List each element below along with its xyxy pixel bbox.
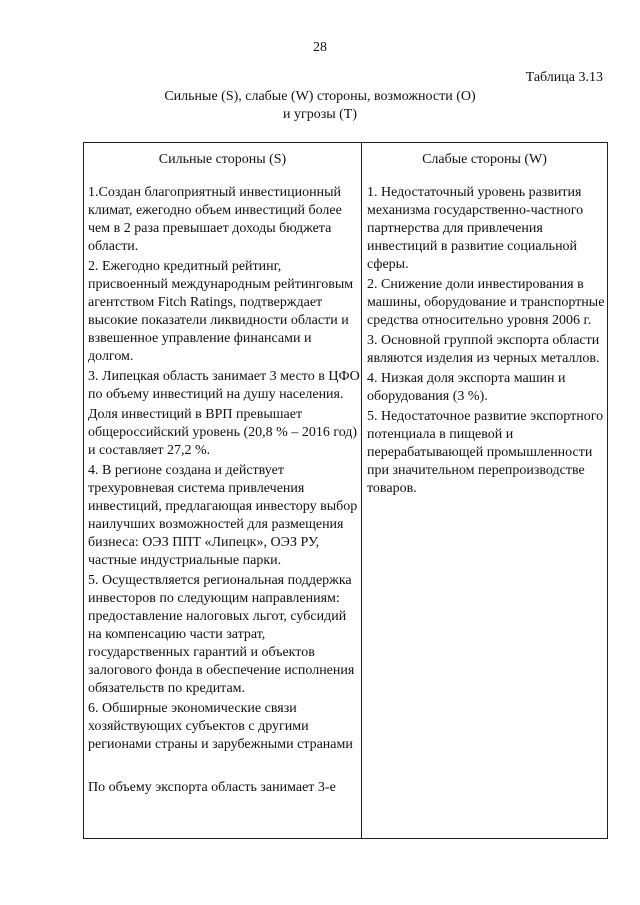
table-title-line-2: и угрозы (T) (282, 107, 358, 122)
weaknesses-header: Слабые стороны (W) (422, 152, 547, 167)
weakness-item: 4. Низкая доля экспорта машин и оборудования (3 %). (367, 371, 566, 404)
column-divider (361, 142, 362, 839)
table-title-line-1: Сильные (S), слабые (W) стороны, возможности (O) (164, 89, 476, 104)
strength-item: 5. Осуществляется региональная поддержка инвесторов по следующим направлениям: предоставление налоговых льгот, субсидий на компенсацию части затрат, государственных гарантий и объектов залогового фонда в обеспечение исполнения обязательств по кредитам. (88, 573, 355, 696)
strength-item: 6. Обширные экономические связи хозяйствующих субъектов с другими регионами страны и зарубежными странами (88, 701, 353, 752)
strength-item: 4. В регионе создана и действует трехуровневая система привлечения инвестиций, предлагающая инвестору выбор наилучших возможностей для размещения бизнеса: ОЭЗ ППТ «Липецк», ОЭЗ РУ, частные индустриальные парки. (88, 463, 358, 568)
weakness-item: 3. Основной группой экспорта области являются изделия из черных металлов. (367, 333, 600, 366)
weakness-item: 2. Снижение доли инвестирования в машины, оборудование и транспортные средства относительно уровня 2006 г. (367, 277, 605, 328)
strength-item: Доля инвестиций в ВРП превышает общероссийский уровень (20,8 % – 2016 год) и составляет 27,2 %. (88, 407, 358, 458)
table-label: Таблица 3.13 (525, 70, 603, 85)
weakness-item: 5. Недостаточное развитие экспортного потенциала в пищевой и перерабатывающей промышленности при значительном перепроизводстве товаров. (367, 409, 604, 496)
strength-item: 1.Создан благоприятный инвестиционный климат, ежегодно объем инвестиций более чем в 2 раза превышает доходы бюджета области. (88, 185, 342, 254)
table-title (0, 88, 640, 124)
strengths-column (88, 184, 360, 799)
strength-item: 3. Липецкая область занимает 3 место в ЦФО по объему инвестиций на душу населения. (88, 369, 360, 402)
strengths-header: Сильные стороны (S) (158, 152, 287, 167)
strength-item: 2. Ежегодно кредитный рейтинг, присвоенный международным рейтинговым агентством Fitch Ratings, подтверждает высокие показатели ликвидности области и взвешенное управление финансами и долгом. (88, 259, 354, 364)
weaknesses-column (367, 184, 605, 500)
page-number: 28 (313, 40, 327, 55)
weakness-item: 1. Недостаточный уровень развития механизма государственно-частного партнерства для привлечения инвестиций в развитие социальной сферы. (367, 185, 584, 272)
strength-item: По объему экспорта область занимает 3-е (88, 780, 336, 795)
